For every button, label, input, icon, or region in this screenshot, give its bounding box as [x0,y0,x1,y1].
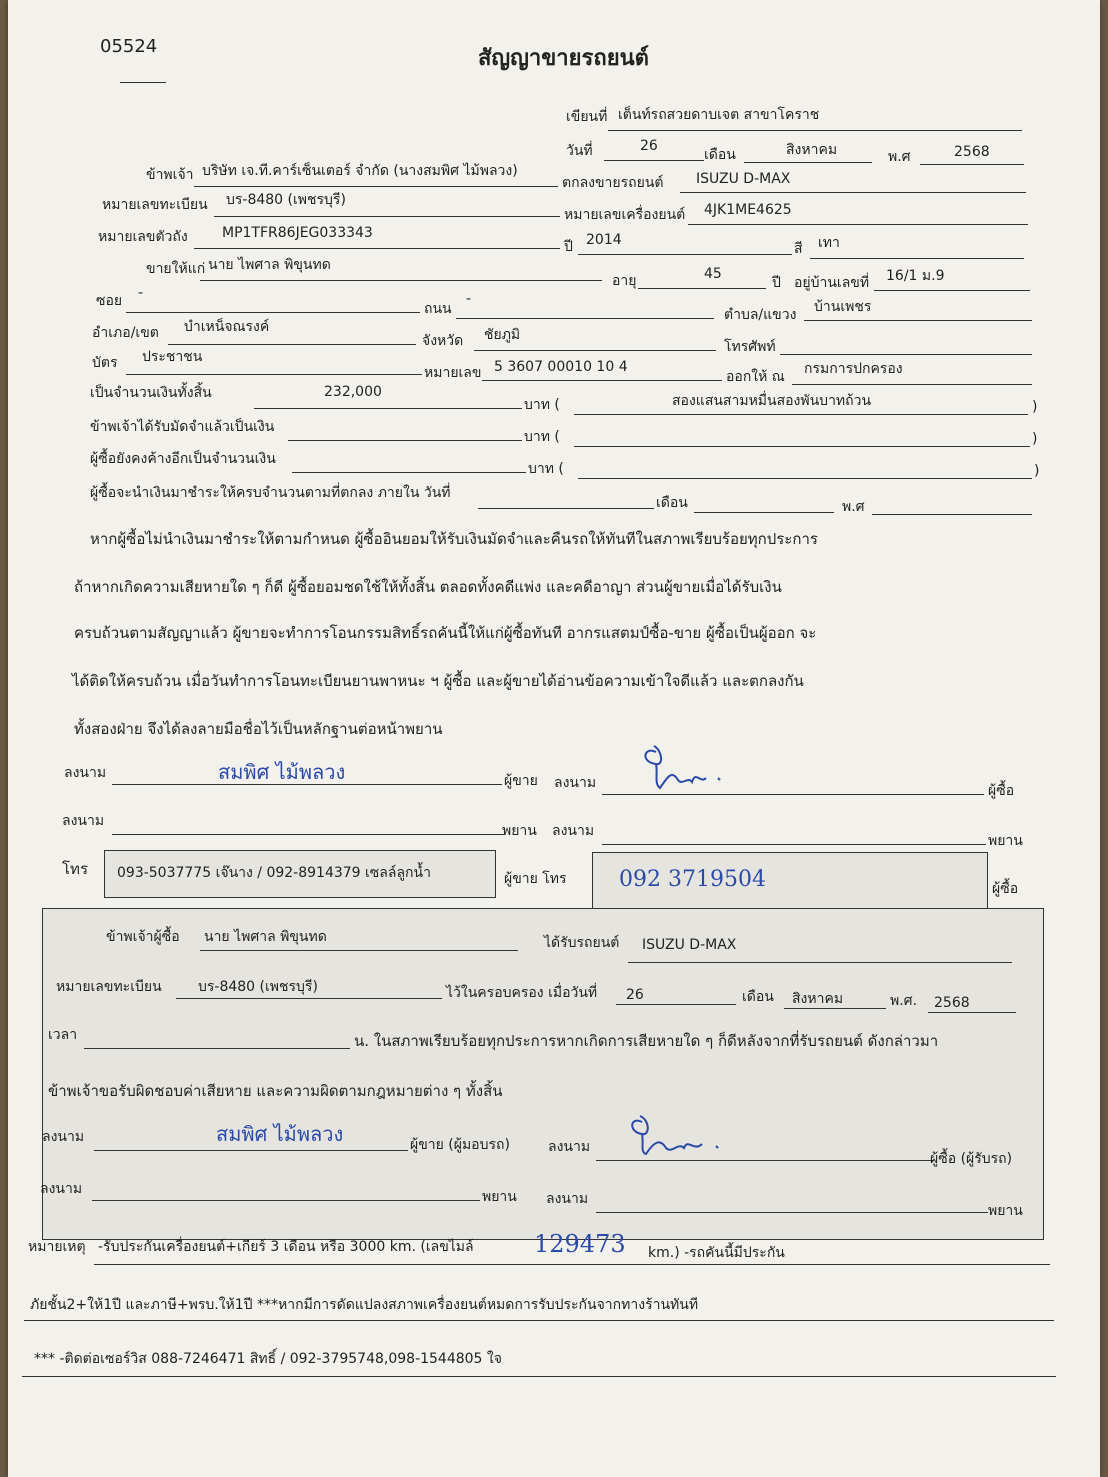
fill-line [604,160,704,161]
fill-line [478,508,654,509]
fill-line [194,248,560,249]
fill-line [616,1004,736,1005]
phone-label: โทร [62,860,89,878]
seller-phone-box [104,850,496,898]
receipt-reg-value: บร-8480 (เพชรบุรี) [198,979,318,995]
road-value: - [466,291,472,307]
time-label: เวลา [48,1027,78,1043]
buyer-signature-scrawl [634,740,734,792]
possess-label: ไว้ในครอบครอง เมื่อวันที่ [446,985,598,1001]
sign-label: ลงนาม [546,1191,589,1207]
age-label: อายุ [612,273,637,289]
reg-label: หมายเลขทะเบียน [102,197,208,213]
age-value: 45 [704,266,722,282]
contract-page [8,0,1100,1477]
page-title: สัญญาขายรถยนต์ [478,46,649,71]
fill-line [176,998,442,999]
year-label: พ.ศ [888,149,911,165]
fill-line [578,254,792,255]
receipt-buyer-signature-scrawl [622,1108,732,1160]
seller-phone: 093-5037775 เจ๊นาง / 092-8914379 เซลล์ลูกน้ำ [117,865,431,881]
document-number: 05524 [100,36,158,57]
fill-line [200,950,518,951]
baht-label: บาท ( [524,397,560,413]
year-value: 2568 [954,144,990,160]
card-value: ประชาชน [142,349,203,365]
card-label: บัตร [92,355,118,371]
chassis-label: หมายเลขตัวถัง [98,229,188,245]
signature-line [596,1212,988,1213]
notes-warranty-end: km.) -รถคันนี้มีประกัน [648,1245,785,1261]
divider [120,82,166,83]
house-value: 16/1 ม.9 [886,268,945,284]
fill-line [810,258,1024,259]
buyer-phone: 092 3719504 [619,867,766,892]
baht-label: บาท ( [528,461,564,477]
road-label: ถนน [424,301,452,317]
due-label: ผู้ซื้อจะนำเงินมาชำระให้ครบจำนวนตามที่ตกลง ภายใน วันที่ [90,485,451,501]
signature-line [602,794,984,795]
seller-name: บริษัท เจ.ที.คาร์เซ็นเตอร์ จำกัด (นางสมพิศ ไม้พลวง) [202,163,518,179]
seller-phone-role: ผู้ขาย โทร [504,871,567,887]
sign-label: ลงนาม [42,1129,85,1145]
issued-value: กรมการปกครอง [804,361,903,377]
fill-line [874,290,1030,291]
receipt-year: 2568 [934,995,970,1011]
fill-line [24,1320,1054,1321]
receipt-witness-role: พยาน [988,1203,1023,1219]
signature-line [94,1150,408,1151]
fill-line [126,312,420,313]
total-text: สองแสนสามหมื่นสองพันบาทถ้วน [672,393,872,409]
total-value: 232,000 [324,384,382,400]
total-label: เป็นจำนวนเงินทั้งสิ้น [90,385,212,401]
fill-line [574,414,1028,415]
fill-line [574,446,1030,447]
vehicle-year-label: ปี [564,239,573,255]
receipt-witness-role: พยาน [482,1189,517,1205]
terms-line: หากผู้ซื้อไม่นำเงินมาชำระให้ตามกำหนด ผู้ซื้ออินยอมให้รับเงินมัดจำและคืนรถให้ทันทีในสภาพเรียบร้อยทุกประการ [90,530,818,548]
engine-value: 4JK1ME4625 [704,202,792,218]
signature-line [602,844,986,845]
sign-label: ลงนาม [554,775,597,791]
fill-line [784,1008,886,1009]
fill-line [194,186,558,187]
seller-signature: สมพิศ ไม้พลวง [218,760,346,784]
color-label: สี [794,241,803,257]
receipt-reg-label: หมายเลขทะเบียน [56,979,162,995]
notes-service: *** -ติดต่อเซอร์วิส 088-7246471 สิทธิ์ / 092-3795748,098-1544805 ใจ [34,1351,502,1367]
fill-line [638,288,766,289]
mileage-value: 129473 [534,1230,626,1258]
sign-label: ลงนาม [40,1181,83,1197]
fill-line [482,380,722,381]
fill-line [288,440,522,441]
due-month-label: เดือน [656,495,688,511]
receipt-month-label: เดือน [742,989,774,1005]
buyer-name: นาย ไพศาล พิขุนทด [208,257,331,273]
received-label: ได้รับรถยนต์ [544,935,620,951]
tambon-value: บ้านเพชร [814,299,872,315]
tambon-label: ตำบล/แขวง [724,307,797,323]
phone-label: โทรศัพท์ [724,339,776,355]
fill-line [628,962,1012,963]
month-value: สิงหาคม [786,142,838,158]
fill-line [928,1012,1016,1013]
sign-label: ลงนาม [64,765,107,781]
fill-line [474,350,716,351]
years-label: ปี [772,275,781,291]
fill-line [22,1376,1056,1377]
receipt-year-label: พ.ศ. [890,993,918,1009]
buyer-role: ผู้ซื้อ [988,783,1015,799]
id-value: 5 3607 00010 10 4 [494,359,628,375]
soi-value: - [138,285,144,301]
sign-label: ลงนาม [62,813,105,829]
written-at-value: เต็นท์รถสวยดาบเจต สาขาโคราช [618,107,820,123]
receipt-day: 26 [626,987,644,1003]
receipt-buyer-name: นาย ไพศาล พิขุนทด [204,929,327,945]
witness-role: พยาน [502,823,537,839]
fill-line [920,164,1024,165]
sign-label: ลงนาม [548,1139,591,1155]
vehicle-year-value: 2014 [586,232,622,248]
written-at-label: เขียนที่ [566,109,608,125]
receipt-liability-line: ข้าพเจ้าขอรับผิดชอบค่าเสียหาย และความผิดตามกฎหมายต่าง ๆ ทั้งสิ้น [48,1082,503,1100]
day-value: 26 [640,138,658,154]
fill-line [214,216,560,217]
fill-line [792,384,1032,385]
receipt-section [42,908,1044,1240]
province-label: จังหวัด [422,333,464,349]
fill-line [456,318,714,319]
notes-label: หมายเหตุ [28,1239,86,1255]
received-car: ISUZU D-MAX [642,937,737,953]
fill-line [804,320,1032,321]
paren-close: ) [1034,463,1040,479]
agree-sell-label: ตกลงขายรถยนต์ [562,175,664,191]
fill-line [578,478,1032,479]
id-label: หมายเลข [424,365,482,381]
due-year-label: พ.ศ [842,499,865,515]
color-value: เทา [818,235,840,251]
fill-line [254,408,522,409]
receipt-buyer-label: ข้าพเจ้าผู้ซื้อ [106,929,180,945]
notes-warranty: -รับประกันเครื่องยนต์+เกียร์ 3 เดือน หรือ 3000 km. (เลขไมล์ [98,1239,474,1255]
remain-label: ผู้ซื้อยังคงค้างอีกเป็นจำนวนเงิน [90,451,276,467]
buyer-phone-box [592,852,988,912]
sell-to-label: ขายให้แก่ [146,261,206,277]
date-label: วันที่ [566,143,593,159]
fill-line [688,224,1028,225]
reg-value: บร-8480 (เพชรบุรี) [226,192,346,208]
amphoe-value: บำเหน็จณรงค์ [184,319,270,335]
receipt-seller-role: ผู้ขาย (ผู้มอบรถ) [410,1137,510,1153]
paren-close: ) [1032,431,1038,447]
fill-line [292,472,526,473]
seller-label: ข้าพเจ้า [146,167,194,183]
paren-close: ) [1032,399,1038,415]
fill-line [84,1048,350,1049]
fill-line [94,1264,1050,1265]
signature-line [596,1160,934,1161]
terms-line: ได้ติดให้ครบถ้วน เมื่อวันทำการโอนทะเบียนยานพาหนะ ฯ ผู้ซื้อ และผู้ขายได้อ่านข้อความเข้าใจดีแล้ว และตกลงกัน [72,672,804,690]
terms-line: ครบถ้วนตามสัญญาแล้ว ผู้ขายจะทำการโอนกรรมสิทธิ์รถคันนี้ให้แก่ผู้ซื้อทันที อากรแสตมป์ซื้อ-ขาย ผู้ซื้อเป็นผู้ออก จะ [74,624,817,642]
terms-line: ทั้งสองฝ่าย จึงได้ลงลายมือชื่อไว้เป็นหลักฐานต่อหน้าพยาน [74,720,443,738]
fill-line [694,512,834,513]
baht-label: บาท ( [524,429,560,445]
fill-line [126,374,422,375]
fill-line [200,280,602,281]
signature-line [92,1200,480,1201]
issued-label: ออกให้ ณ [726,369,785,385]
fill-line [168,344,416,345]
receipt-month: สิงหาคม [792,991,844,1007]
receipt-condition-line: น. ในสภาพเรียบร้อยทุกประการหากเกิดการเสียหายใด ๆ ก็ดีหลังจากที่รับรถยนต์ ดังกล่าวมา [354,1032,939,1050]
chassis-value: MP1TFR86JEG033343 [222,225,373,241]
witness-role: พยาน [988,833,1023,849]
province-value: ชัยภูมิ [484,327,521,343]
fill-line [608,130,1022,131]
terms-line: ถ้าหากเกิดความเสียหายใด ๆ ก็ดี ผู้ซื้อยอมชดใช้ให้ทั้งสิ้น ตลอดทั้งคดีแพ่ง และคดีอาญา ส่วนผู้ขายเมื่อได้รับเงิน [74,578,782,596]
month-label: เดือน [704,147,736,163]
engine-label: หมายเลขเครื่องยนต์ [564,207,686,223]
receipt-buyer-role: ผู้ซื้อ (ผู้รับรถ) [930,1151,1013,1167]
fill-line [872,514,1032,515]
signature-line [112,784,502,785]
soi-label: ซอย [96,293,123,309]
buyer-phone-role: ผู้ซื้อ [992,881,1019,897]
amphoe-label: อำเภอ/เขต [92,325,159,341]
fill-line [780,354,1032,355]
car-model: ISUZU D-MAX [696,171,791,187]
signature-line [112,834,504,835]
deposit-label: ข้าพเจ้าได้รับมัดจำแล้วเป็นเงิน [90,419,275,435]
notes-insurance: ภัยชั้น2+ให้1ปี และภาษี+พรบ.ให้1ปี ***หากมีการดัดแปลงสภาพเครื่องยนต์หมดการรับประกันจากทางร้านทันที [30,1297,699,1313]
receipt-seller-signature: สมพิศ ไม้พลวง [216,1122,344,1146]
fill-line [744,162,872,163]
house-label: อยู่บ้านเลขที่ [794,275,870,291]
fill-line [680,192,1026,193]
sign-label: ลงนาม [552,823,595,839]
seller-role: ผู้ขาย [504,773,538,789]
